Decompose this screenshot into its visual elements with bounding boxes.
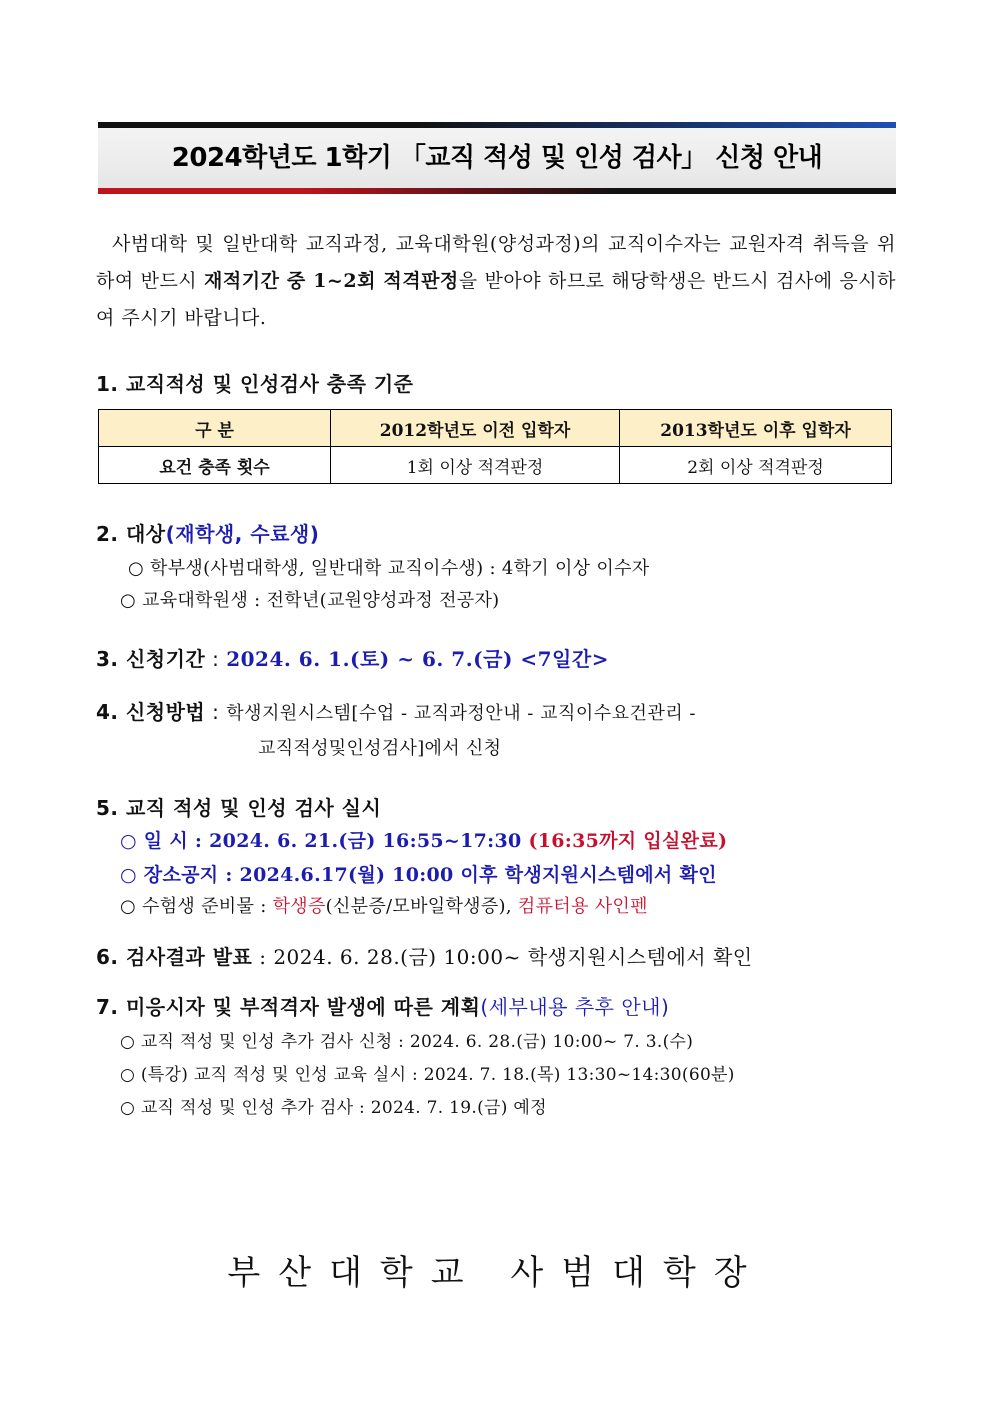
section2-item: ○ 학부생(사범대학생, 일반대학 교직이수생) : 4학기 이상 이수자	[128, 558, 650, 579]
section6-value: : 2024. 6. 28.(금) 10:00~ 학생지원시스템에서 확인	[252, 945, 753, 969]
section3-period: 2024. 6. 1.(토) ~ 6. 7.(금) <7일간>	[226, 647, 609, 671]
title-banner	[98, 122, 896, 194]
table-cell: 2회 이상 적격판정	[620, 447, 892, 484]
table-row	[99, 447, 892, 484]
section7-heading	[96, 991, 669, 1020]
section5-place: ○ 장소공지 : 2024.6.17(월) 10:00 이후 학생지원시스템에서 확인	[120, 864, 717, 886]
section7-note: (세부내용 추후 안내)	[480, 995, 670, 1019]
prep-item-student-id: 학생증	[272, 896, 326, 917]
intro-text-2: 을 받아야 하므로 해당학생은 반드시 검사에 응시하여 주시기 바랍니다.	[96, 270, 896, 329]
section3-heading	[96, 643, 609, 672]
section2-note: (재학생, 수료생)	[165, 522, 320, 546]
exam-entry-note: (16:35까지 입실완료)	[521, 830, 728, 852]
table-header-cell: 2013학년도 이후 입학자	[620, 410, 892, 447]
intro-text-1: 사범대학 및 일반대학 교직과정, 교육대학원(양성과정)의 교직이수자는 교원자격 취득을 위하여 반드시	[96, 233, 896, 292]
section6-title: 6. 검사결과 발표	[96, 945, 253, 969]
table-cell: 1회 이상 적격판정	[331, 447, 620, 484]
section6-heading	[96, 941, 753, 970]
section2-title: 2. 대상	[96, 522, 166, 546]
exam-date: ○ 일 시 : 2024. 6. 21.(금) 16:55~17:30	[120, 830, 522, 852]
section4-heading	[96, 696, 696, 725]
section4-colon: :	[205, 700, 227, 724]
section3-colon: :	[205, 647, 227, 671]
section1-heading: 1. 교직적성 및 인성검사 충족 기준	[96, 372, 414, 396]
prep-label: ○ 수험생 준비물 :	[120, 896, 273, 917]
title-bottom-bar	[98, 188, 896, 194]
section7-title: 7. 미응시자 및 부적격자 발생에 따른 계획	[96, 995, 481, 1019]
table-header-cell: 구 분	[99, 410, 331, 447]
table-header-row	[99, 410, 892, 447]
section4-title: 4. 신청방법	[96, 700, 206, 724]
section7-item: ○ 교직 적성 및 인성 추가 검사 신청 : 2024. 6. 28.(금) 10:00~ 7. 3.(수)	[120, 1032, 694, 1052]
section5-heading: 5. 교직 적성 및 인성 검사 실시	[96, 796, 382, 820]
section7-item: ○ 교직 적성 및 인성 추가 검사 : 2024. 7. 19.(금) 예정	[120, 1098, 547, 1118]
section2-item: ○ 교육대학원생 : 전학년(교원양성과정 전공자)	[120, 590, 500, 611]
intro-emphasis: 재적기간 중 1~2회 적격판정	[204, 270, 459, 292]
table-row-label: 요건 충족 횟수	[99, 447, 331, 484]
table-header-cell: 2012학년도 이전 입학자	[331, 410, 620, 447]
section7-item: ○ (특강) 교직 적성 및 인성 교육 실시 : 2024. 7. 18.(목) 13:30~14:30(60분)	[120, 1065, 735, 1085]
section4-method-cont: 교직적성및인성검사]에서 신청	[258, 738, 502, 759]
section2-heading	[96, 518, 319, 547]
section4-method: 학생지원시스템[수업 - 교직과정안내 - 교직이수요건관리 -	[226, 703, 697, 724]
section3-title: 3. 신청기간	[96, 647, 206, 671]
signature-footer: 부산대학교 사범대학장	[227, 1253, 765, 1293]
intro-paragraph	[96, 226, 896, 337]
criteria-table	[98, 409, 892, 484]
section5-date	[120, 826, 727, 853]
section5-prep	[120, 892, 648, 918]
prep-mid: (신분증/모바일학생증),	[325, 896, 518, 917]
prep-item-pen: 컴퓨터용 사인펜	[517, 896, 648, 917]
page-title: 2024학년도 1학기 「교직 적성 및 인성 검사」 신청 안내	[171, 143, 823, 173]
